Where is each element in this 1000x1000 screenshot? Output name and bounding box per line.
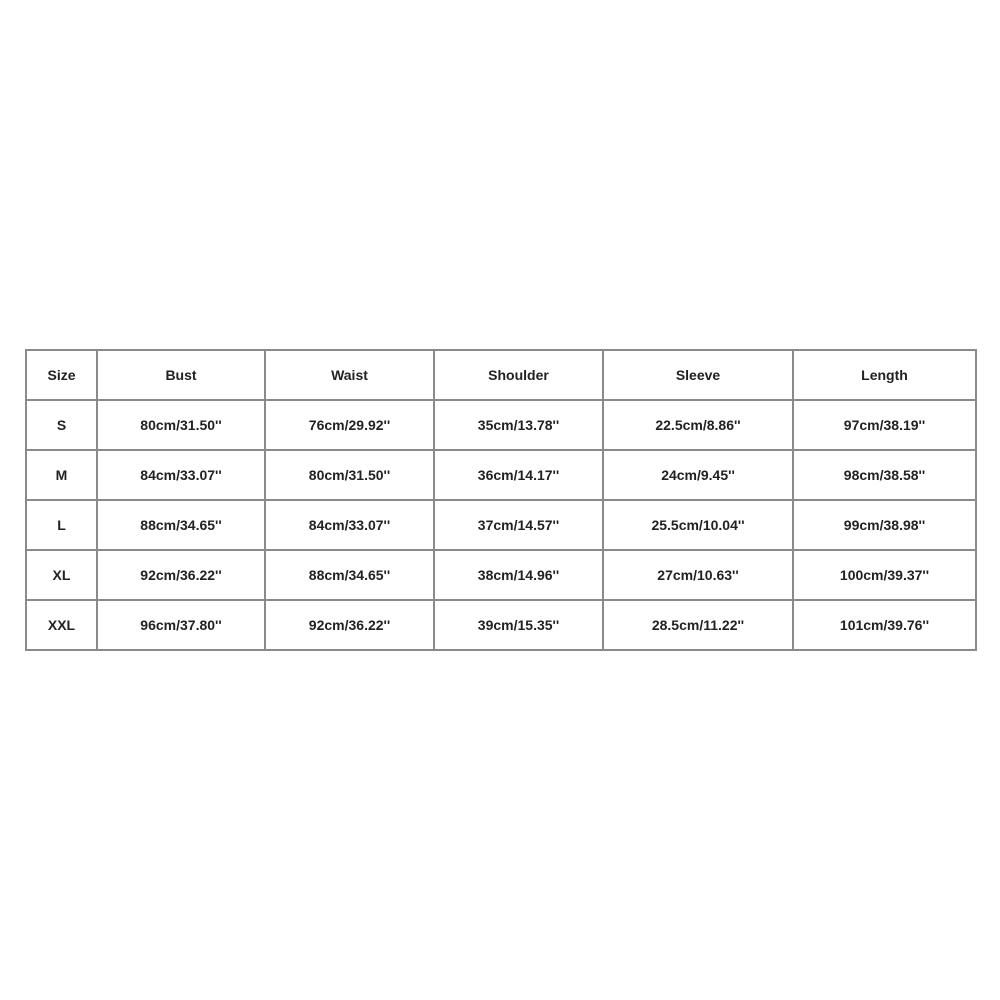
cell-length: 99cm/38.98'' xyxy=(794,501,977,551)
cell-length: 100cm/39.37'' xyxy=(794,551,977,601)
header-sleeve: Sleeve xyxy=(604,351,794,401)
table-row xyxy=(27,401,977,451)
cell-length: 101cm/39.76'' xyxy=(794,601,977,651)
cell-sleeve: 22.5cm/8.86'' xyxy=(604,401,794,451)
cell-size: S xyxy=(27,401,98,451)
cell-sleeve: 25.5cm/10.04'' xyxy=(604,501,794,551)
cell-shoulder: 38cm/14.96'' xyxy=(435,551,604,601)
size-chart-table xyxy=(25,349,977,651)
cell-size: M xyxy=(27,451,98,501)
cell-bust: 80cm/31.50'' xyxy=(98,401,266,451)
cell-sleeve: 27cm/10.63'' xyxy=(604,551,794,601)
cell-waist: 92cm/36.22'' xyxy=(266,601,435,651)
table-row xyxy=(27,501,977,551)
cell-bust: 96cm/37.80'' xyxy=(98,601,266,651)
table-row xyxy=(27,551,977,601)
header-shoulder: Shoulder xyxy=(435,351,604,401)
cell-waist: 76cm/29.92'' xyxy=(266,401,435,451)
cell-length: 97cm/38.19'' xyxy=(794,401,977,451)
cell-bust: 92cm/36.22'' xyxy=(98,551,266,601)
cell-length: 98cm/38.58'' xyxy=(794,451,977,501)
header-size: Size xyxy=(27,351,98,401)
cell-bust: 84cm/33.07'' xyxy=(98,451,266,501)
cell-sleeve: 24cm/9.45'' xyxy=(604,451,794,501)
cell-waist: 84cm/33.07'' xyxy=(266,501,435,551)
cell-bust: 88cm/34.65'' xyxy=(98,501,266,551)
cell-shoulder: 39cm/15.35'' xyxy=(435,601,604,651)
cell-shoulder: 37cm/14.57'' xyxy=(435,501,604,551)
cell-size: L xyxy=(27,501,98,551)
cell-shoulder: 36cm/14.17'' xyxy=(435,451,604,501)
table-row xyxy=(27,451,977,501)
header-waist: Waist xyxy=(266,351,435,401)
cell-waist: 80cm/31.50'' xyxy=(266,451,435,501)
cell-size: XXL xyxy=(27,601,98,651)
header-bust: Bust xyxy=(98,351,266,401)
header-length: Length xyxy=(794,351,977,401)
cell-sleeve: 28.5cm/11.22'' xyxy=(604,601,794,651)
cell-shoulder: 35cm/13.78'' xyxy=(435,401,604,451)
cell-size: XL xyxy=(27,551,98,601)
header-row xyxy=(27,351,977,401)
cell-waist: 88cm/34.65'' xyxy=(266,551,435,601)
table-row xyxy=(27,601,977,651)
